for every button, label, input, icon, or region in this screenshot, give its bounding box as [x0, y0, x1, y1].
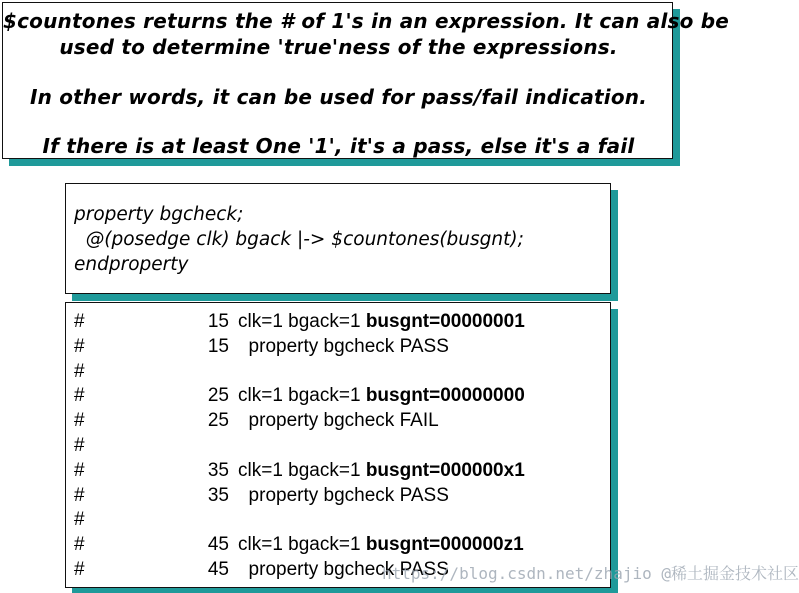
log-hash: # — [74, 509, 85, 531]
log-message-text: property bgcheck PASS — [238, 484, 449, 506]
log-hash: # — [74, 559, 85, 580]
log-time: 15 — [207, 335, 229, 357]
code-line-3: endproperty — [74, 254, 189, 275]
log-signal-value: busgnt=000000z1 — [365, 534, 524, 556]
log-message-text: clk=1 bgack=1 — [238, 534, 366, 556]
description-line-4: If there is at least One '1', it's a pass, else it's a fail — [42, 134, 635, 158]
description-box — [2, 2, 729, 159]
log-box — [65, 302, 611, 588]
log-message-text: property bgcheck PASS — [238, 335, 449, 357]
log-message-text: property bgcheck PASS — [238, 559, 449, 580]
log-hash: # — [74, 435, 85, 456]
log-hash: # — [74, 484, 85, 506]
log-time: 15 — [207, 311, 229, 332]
log-message-text: clk=1 bgack=1 — [238, 311, 366, 332]
log-hash: # — [74, 410, 85, 432]
log-time: 35 — [207, 484, 229, 506]
log-signal-value: busgnt=00000000 — [365, 385, 525, 407]
log-message — [238, 460, 525, 482]
log-signal-value: busgnt=00000001 — [365, 311, 525, 332]
log-hash: # — [74, 360, 85, 382]
description-line-1: $countones returns the # of 1's in an expression. It can also be — [3, 9, 729, 33]
log-time: 45 — [207, 534, 229, 556]
log-hash: # — [74, 459, 85, 481]
log-message-text: property bgcheck FAIL — [238, 410, 439, 432]
log-message — [238, 485, 449, 507]
log-hash: # — [74, 335, 85, 357]
log-message — [238, 311, 525, 333]
log-hash: # — [74, 311, 85, 332]
log-message-text: clk=1 bgack=1 — [238, 385, 366, 407]
log-hash: # — [74, 385, 85, 407]
code-box — [65, 183, 611, 294]
log-hash: # — [74, 534, 85, 556]
log-message-text: clk=1 bgack=1 — [238, 459, 366, 481]
log-message — [238, 336, 449, 358]
description-line-3: In other words, it can be used for pass/fail indication. — [29, 85, 648, 109]
code-line-2: @(posedge clk) bgack |-> $countones(busgnt); — [74, 229, 524, 250]
log-message — [238, 410, 439, 432]
log-message — [238, 534, 524, 556]
log-time: 25 — [207, 410, 229, 432]
description-line-2: used to determine 'true'ness of the expressions. — [59, 35, 618, 59]
log-message — [238, 385, 525, 407]
log-time: 25 — [207, 385, 229, 407]
code-line-1: property bgcheck; — [74, 204, 244, 225]
watermark: https://blog.csdn.net/zhajio @稀土掘金技术社区 — [382, 564, 799, 583]
log-signal-value: busgnt=000000x1 — [365, 459, 525, 481]
log-time: 45 — [207, 559, 229, 580]
log-time: 35 — [207, 459, 229, 481]
